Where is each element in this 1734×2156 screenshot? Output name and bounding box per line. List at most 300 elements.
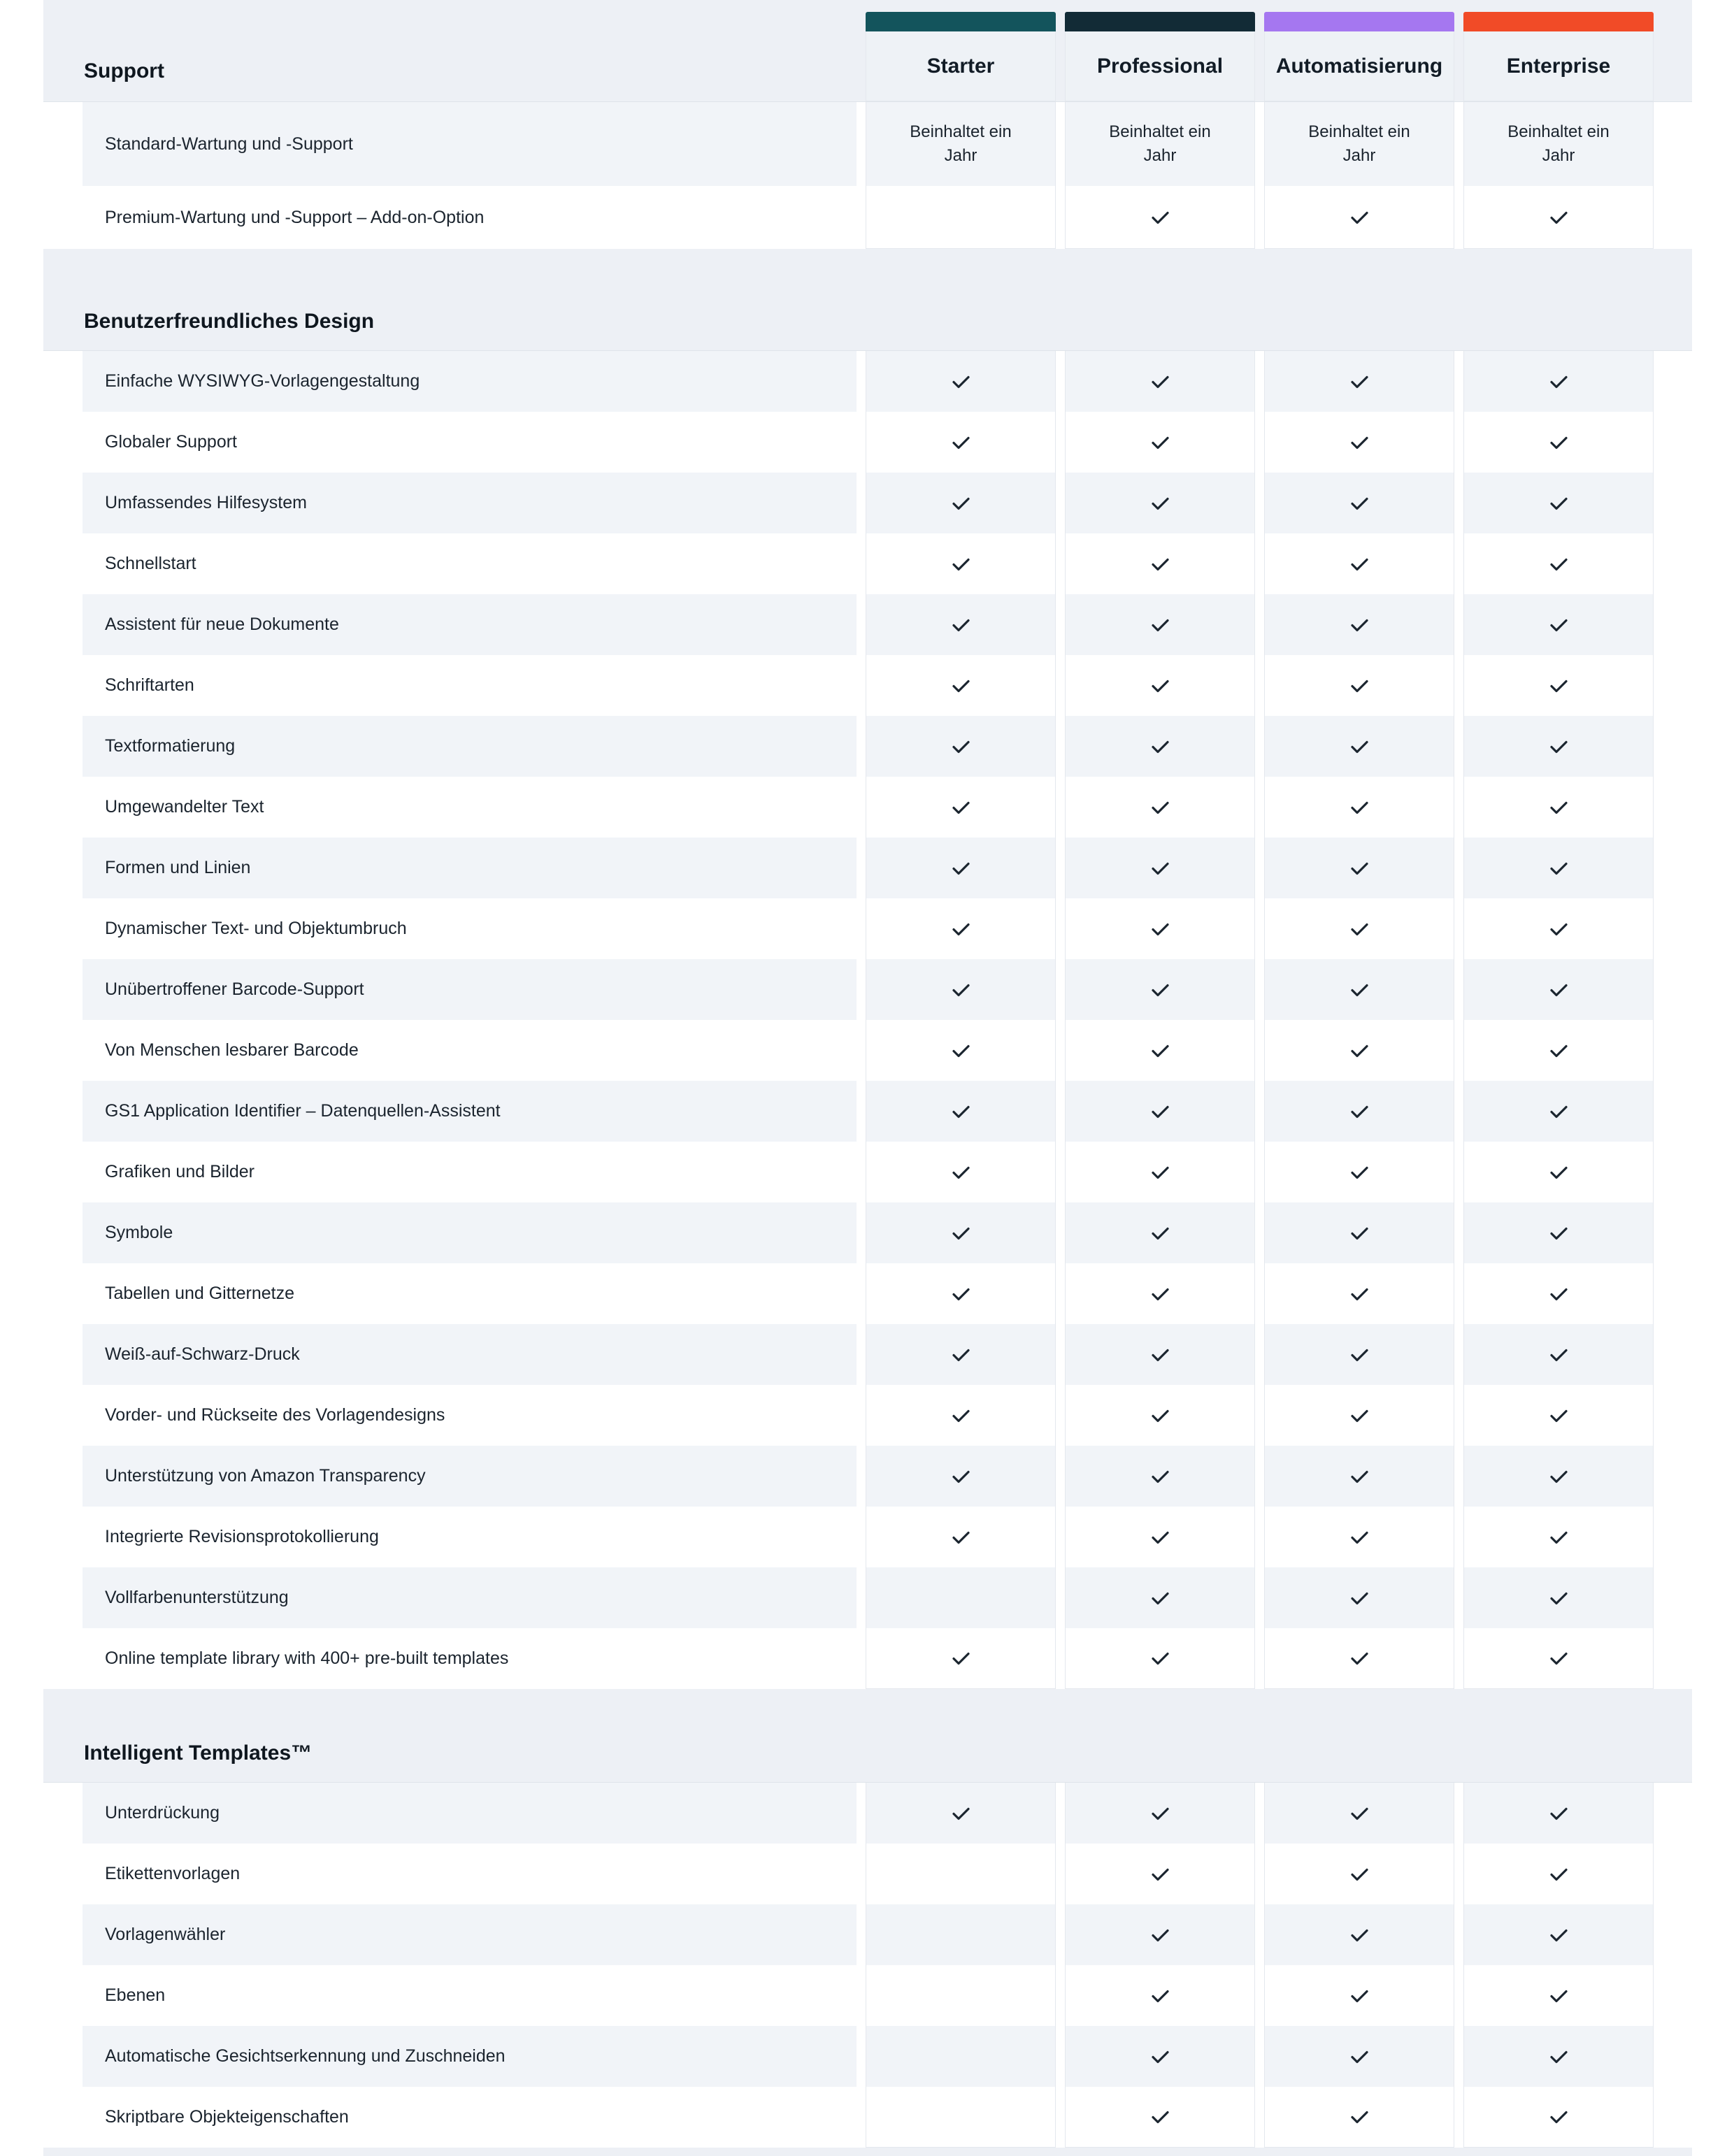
check-icon	[1548, 1927, 1570, 1943]
plan-cell-automatisierung	[1264, 2026, 1454, 2087]
plan-header-professional	[1065, 12, 1255, 101]
check-icon	[1149, 860, 1171, 877]
plan-cell-professional	[1065, 898, 1255, 959]
check-icon	[1548, 1468, 1570, 1485]
plan-cell-enterprise	[1463, 186, 1654, 249]
check-icon	[1149, 799, 1171, 816]
plan-cell-automatisierung	[1264, 2087, 1454, 2148]
plan-cell-automatisierung	[1264, 838, 1454, 898]
check-icon	[950, 617, 972, 633]
plan-cell-enterprise	[1463, 1385, 1654, 1446]
feature-row	[83, 1202, 1654, 1263]
plan-cell-automatisierung	[1264, 594, 1454, 655]
plan-cell-professional	[1065, 716, 1255, 777]
feature-row	[83, 1628, 1654, 1689]
feature-row	[83, 1844, 1654, 1904]
feature-label: Assistent für neue Dokumente	[83, 594, 857, 655]
check-icon	[1349, 1407, 1370, 1424]
plan-color-bar	[1264, 12, 1454, 31]
plan-cell-starter	[866, 1385, 1056, 1446]
plan-color-bar	[1065, 12, 1255, 31]
check-icon	[1349, 209, 1370, 226]
check-icon	[1349, 799, 1370, 816]
check-icon	[1548, 2108, 1570, 2125]
plan-cell-starter	[866, 1020, 1056, 1081]
check-icon	[1349, 1346, 1370, 1363]
check-icon	[1349, 617, 1370, 633]
check-icon	[1149, 209, 1171, 226]
feature-label: Formen und Linien	[83, 838, 857, 898]
plan-cell-starter	[866, 655, 1056, 716]
feature-row	[83, 716, 1654, 777]
plan-cell-automatisierung	[1264, 533, 1454, 594]
plan-cell-enterprise	[1463, 533, 1654, 594]
plan-cell-starter	[866, 1081, 1056, 1142]
check-icon	[950, 373, 972, 390]
check-icon	[950, 1164, 972, 1181]
check-icon	[1548, 1225, 1570, 1242]
check-icon	[1548, 209, 1570, 226]
check-icon	[950, 738, 972, 755]
feature-row	[83, 1507, 1654, 1567]
plan-cell-automatisierung	[1264, 1324, 1454, 1385]
check-icon	[950, 1286, 972, 1302]
check-icon	[1149, 1286, 1171, 1302]
check-icon	[1149, 1346, 1171, 1363]
check-icon	[1548, 617, 1570, 633]
plan-cell-professional	[1065, 1844, 1255, 1904]
plan-cell-professional	[1065, 412, 1255, 473]
plan-cell-automatisierung	[1264, 1202, 1454, 1263]
check-icon	[950, 495, 972, 512]
feature-label: Umfassendes Hilfesystem	[83, 473, 857, 533]
feature-row	[83, 1783, 1654, 1844]
check-icon	[1149, 1225, 1171, 1242]
check-icon	[1548, 1805, 1570, 1822]
check-icon	[1349, 1164, 1370, 1181]
plan-cell-professional	[1065, 351, 1255, 412]
check-icon	[1149, 1103, 1171, 1120]
plan-cell-professional	[1065, 1783, 1255, 1844]
plan-cell-professional	[1065, 2087, 1255, 2148]
check-icon	[950, 1529, 972, 1546]
plan-cell-starter	[866, 1263, 1056, 1324]
feature-row	[83, 351, 1654, 412]
plan-cell-professional	[1065, 2026, 1255, 2087]
included-text: Beinhaltet ein Jahr	[910, 122, 1012, 165]
check-icon	[1548, 495, 1570, 512]
feature-label: Etikettenvorlagen	[83, 1844, 857, 1904]
plan-name-label: Starter	[866, 31, 1056, 101]
plan-cell-starter	[866, 1202, 1056, 1263]
check-icon	[1149, 434, 1171, 451]
plan-cell-enterprise	[1463, 1567, 1654, 1628]
plan-cell-starter	[866, 898, 1056, 959]
check-icon	[1149, 982, 1171, 998]
check-icon	[1349, 921, 1370, 937]
feature-row	[83, 1965, 1654, 2026]
plan-cell-starter	[866, 2087, 1056, 2148]
plan-cell-enterprise	[1463, 1507, 1654, 1567]
section-title: Intelligent Templates™	[84, 1741, 313, 1765]
section-title: Benutzerfreundliches Design	[84, 310, 375, 333]
check-icon	[1548, 1286, 1570, 1302]
plan-cell-professional	[1065, 1324, 1255, 1385]
plan-cell-enterprise	[1463, 1904, 1654, 1965]
plan-cell-automatisierung	[1264, 1081, 1454, 1142]
check-icon	[1149, 1529, 1171, 1546]
feature-row	[83, 959, 1654, 1020]
plan-header-automatisierung	[1264, 12, 1454, 101]
check-icon	[950, 1407, 972, 1424]
plan-cell-professional	[1065, 473, 1255, 533]
feature-row	[83, 2087, 1654, 2148]
plan-cell-starter	[866, 716, 1056, 777]
feature-label: Schnellstart	[83, 533, 857, 594]
check-icon	[950, 1650, 972, 1667]
check-icon	[1548, 1529, 1570, 1546]
plan-cell-professional	[1065, 1904, 1255, 1965]
plan-cell-professional	[1065, 1446, 1255, 1507]
check-icon	[1349, 373, 1370, 390]
plan-cell-starter	[866, 533, 1056, 594]
check-icon	[1149, 617, 1171, 633]
check-icon	[1349, 1286, 1370, 1302]
section-title: Support	[84, 59, 164, 82]
feature-label: Integrierte Revisionsprotokollierung	[83, 1507, 857, 1567]
included-text: Beinhaltet ein Jahr	[1109, 122, 1211, 165]
plan-cell-automatisierung	[1264, 473, 1454, 533]
check-icon	[1548, 2048, 1570, 2065]
plan-cell-starter	[866, 1628, 1056, 1689]
check-icon	[950, 1103, 972, 1120]
plan-cell-professional	[1065, 1567, 1255, 1628]
plan-cell-automatisierung	[1264, 777, 1454, 838]
included-text: Beinhaltet ein Jahr	[1507, 122, 1610, 165]
plan-cell-automatisierung	[1264, 898, 1454, 959]
feature-label: Vorder- und Rückseite des Vorlagendesigns	[83, 1385, 857, 1446]
plan-cell-starter	[866, 102, 1056, 186]
check-icon	[1349, 434, 1370, 451]
plan-cell-professional	[1065, 1081, 1255, 1142]
feature-label: Dynamischer Text- und Objektumbruch	[83, 898, 857, 959]
plan-cell-enterprise	[1463, 473, 1654, 533]
plan-cell-enterprise	[1463, 412, 1654, 473]
check-icon	[1548, 677, 1570, 694]
check-icon	[950, 556, 972, 573]
plan-cell-starter	[866, 1844, 1056, 1904]
check-icon	[1349, 1590, 1370, 1607]
check-icon	[1349, 1103, 1370, 1120]
plan-cell-automatisierung	[1264, 186, 1454, 249]
plan-cell-enterprise	[1463, 1844, 1654, 1904]
plan-cell-enterprise	[1463, 1446, 1654, 1507]
check-icon	[1548, 1988, 1570, 2004]
check-icon	[1349, 495, 1370, 512]
plan-color-bar	[866, 12, 1056, 31]
feature-row	[83, 1081, 1654, 1142]
check-icon	[1349, 1988, 1370, 2004]
check-icon	[950, 1468, 972, 1485]
plan-cell-enterprise	[1463, 1202, 1654, 1263]
comparison-table	[43, 0, 1692, 2156]
plan-cell-starter	[866, 412, 1056, 473]
plan-name-label: Enterprise	[1463, 31, 1654, 101]
check-icon	[1149, 1468, 1171, 1485]
check-icon	[1548, 1346, 1570, 1363]
feature-label: GS1 Application Identifier – Datenquellen-Assistent	[83, 1081, 857, 1142]
check-icon	[1548, 1407, 1570, 1424]
check-icon	[1349, 1225, 1370, 1242]
plan-cell-automatisierung	[1264, 1567, 1454, 1628]
feature-label: Unterdrückung	[83, 1783, 857, 1844]
plan-cell-enterprise	[1463, 716, 1654, 777]
check-icon	[950, 1346, 972, 1363]
check-icon	[1149, 1866, 1171, 1883]
check-icon	[1349, 1650, 1370, 1667]
plan-cell-starter	[866, 594, 1056, 655]
check-icon	[1349, 860, 1370, 877]
plan-cell-professional	[1065, 777, 1255, 838]
feature-row	[83, 2026, 1654, 2087]
plan-cell-starter	[866, 351, 1056, 412]
plan-cell-enterprise	[1463, 102, 1654, 186]
check-icon	[1149, 1164, 1171, 1181]
plan-cell-starter	[866, 1507, 1056, 1567]
check-icon	[1149, 1988, 1171, 2004]
plan-cell-automatisierung	[1264, 1628, 1454, 1689]
plan-cell-automatisierung	[1264, 1142, 1454, 1202]
check-icon	[1548, 1590, 1570, 1607]
check-icon	[1149, 738, 1171, 755]
check-icon	[950, 982, 972, 998]
plan-header-starter	[866, 12, 1056, 101]
check-icon	[1349, 1042, 1370, 1059]
check-icon	[1349, 556, 1370, 573]
feature-label: Weiß-auf-Schwarz-Druck	[83, 1324, 857, 1385]
section-rows	[43, 1782, 1692, 2148]
plan-cell-enterprise	[1463, 1965, 1654, 2026]
check-icon	[1149, 1042, 1171, 1059]
feature-label: Premium-Wartung und -Support – Add-on-Option	[83, 186, 857, 249]
check-icon	[1548, 1650, 1570, 1667]
plan-cell-starter	[866, 1567, 1056, 1628]
feature-row	[83, 1446, 1654, 1507]
check-icon	[1149, 373, 1171, 390]
plan-cell-automatisierung	[1264, 412, 1454, 473]
feature-row	[83, 1142, 1654, 1202]
plan-cell-starter	[866, 1142, 1056, 1202]
feature-label: Einfache WYSIWYG-Vorlagengestaltung	[83, 351, 857, 412]
check-icon	[1149, 1590, 1171, 1607]
plan-cell-starter	[866, 838, 1056, 898]
plan-name-label: Automatisierung	[1264, 31, 1454, 101]
check-icon	[1149, 2048, 1171, 2065]
feature-row	[83, 594, 1654, 655]
check-icon	[1548, 1164, 1570, 1181]
feature-label: Symbole	[83, 1202, 857, 1263]
check-icon	[950, 860, 972, 877]
plan-cell-automatisierung	[1264, 1965, 1454, 2026]
check-icon	[1149, 1805, 1171, 1822]
plan-cell-enterprise	[1463, 2087, 1654, 2148]
plan-cell-automatisierung	[1264, 351, 1454, 412]
check-icon	[1349, 2048, 1370, 2065]
plan-cell-automatisierung	[1264, 1385, 1454, 1446]
feature-label: Grafiken und Bilder	[83, 1142, 857, 1202]
plan-cell-professional	[1065, 1142, 1255, 1202]
plan-cell-starter	[866, 186, 1056, 249]
feature-label: Vollfarbenunterstützung	[83, 1567, 857, 1628]
feature-row	[83, 1263, 1654, 1324]
feature-row	[83, 1567, 1654, 1628]
check-icon	[1548, 373, 1570, 390]
check-icon	[950, 1225, 972, 1242]
check-icon	[1149, 677, 1171, 694]
plan-cell-professional	[1065, 186, 1255, 249]
feature-label: Vorlagenwähler	[83, 1904, 857, 1965]
plan-cell-starter	[866, 1783, 1056, 1844]
plan-cell-starter	[866, 777, 1056, 838]
feature-row	[83, 412, 1654, 473]
check-icon	[1349, 1927, 1370, 1943]
feature-row	[83, 1904, 1654, 1965]
plan-cell-starter	[866, 473, 1056, 533]
plan-name-label: Professional	[1065, 31, 1255, 101]
plan-cell-professional	[1065, 838, 1255, 898]
feature-label: Textformatierung	[83, 716, 857, 777]
check-icon	[1548, 860, 1570, 877]
feature-label: Online template library with 400+ pre-built templates	[83, 1628, 857, 1689]
plan-cell-professional	[1065, 1202, 1255, 1263]
check-icon	[1548, 738, 1570, 755]
plan-cell-automatisierung	[1264, 1020, 1454, 1081]
plan-cell-automatisierung	[1264, 1263, 1454, 1324]
check-icon	[1149, 1407, 1171, 1424]
plan-cell-enterprise	[1463, 1020, 1654, 1081]
check-icon	[950, 1042, 972, 1059]
plan-cell-professional	[1065, 594, 1255, 655]
check-icon	[1149, 921, 1171, 937]
check-icon	[1349, 982, 1370, 998]
check-icon	[1548, 982, 1570, 998]
check-icon	[1149, 1650, 1171, 1667]
check-icon	[1149, 2108, 1171, 2125]
feature-row	[83, 655, 1654, 716]
plan-cell-enterprise	[1463, 1783, 1654, 1844]
plan-cell-enterprise	[1463, 594, 1654, 655]
feature-label: Skriptbare Objekteigenschaften	[83, 2087, 857, 2148]
section-rows	[43, 101, 1692, 249]
feature-label: Globaler Support	[83, 412, 857, 473]
check-icon	[950, 434, 972, 451]
feature-label: Ebenen	[83, 1965, 857, 2026]
feature-label: Unterstützung von Amazon Transparency	[83, 1446, 857, 1507]
plan-cell-automatisierung	[1264, 1783, 1454, 1844]
plan-cell-starter	[866, 959, 1056, 1020]
feature-row	[83, 898, 1654, 959]
plan-cell-enterprise	[1463, 777, 1654, 838]
check-icon	[1548, 1103, 1570, 1120]
check-icon	[1349, 738, 1370, 755]
feature-row	[83, 533, 1654, 594]
check-icon	[1548, 434, 1570, 451]
plan-cell-automatisierung	[1264, 102, 1454, 186]
plan-cell-enterprise	[1463, 959, 1654, 1020]
plan-cell-professional	[1065, 1628, 1255, 1689]
check-icon	[1149, 556, 1171, 573]
plan-cell-enterprise	[1463, 351, 1654, 412]
plan-cell-starter	[866, 1904, 1056, 1965]
check-icon	[950, 799, 972, 816]
check-icon	[1349, 677, 1370, 694]
plan-cell-enterprise	[1463, 2026, 1654, 2087]
check-icon	[1349, 1468, 1370, 1485]
plan-cell-starter	[866, 2026, 1056, 2087]
feature-label: Von Menschen lesbarer Barcode	[83, 1020, 857, 1081]
feature-label: Automatische Gesichtserkennung und Zuschneiden	[83, 2026, 857, 2087]
check-icon	[950, 1805, 972, 1822]
check-icon	[1149, 495, 1171, 512]
check-icon	[1349, 1529, 1370, 1546]
feature-label: Umgewandelter Text	[83, 777, 857, 838]
check-icon	[1548, 1866, 1570, 1883]
plan-cell-starter	[866, 1965, 1056, 2026]
plan-cell-professional	[1065, 102, 1255, 186]
plan-cell-starter	[866, 1324, 1056, 1385]
section-rows	[43, 350, 1692, 1689]
check-icon	[1349, 1805, 1370, 1822]
plan-cell-automatisierung	[1264, 959, 1454, 1020]
check-icon	[1548, 921, 1570, 937]
feature-row	[83, 838, 1654, 898]
plan-cell-automatisierung	[1264, 1904, 1454, 1965]
plan-cell-professional	[1065, 1965, 1255, 2026]
plan-cell-professional	[1065, 1507, 1255, 1567]
plan-cell-automatisierung	[1264, 655, 1454, 716]
check-icon	[1349, 2108, 1370, 2125]
feature-label: Schriftarten	[83, 655, 857, 716]
feature-row	[83, 186, 1654, 249]
check-icon	[950, 677, 972, 694]
plan-cell-professional	[1065, 1020, 1255, 1081]
feature-row	[83, 1020, 1654, 1081]
table-body	[43, 101, 1692, 2148]
feature-label: Tabellen und Gitternetze	[83, 1263, 857, 1324]
plan-cell-professional	[1065, 1263, 1255, 1324]
feature-label: Standard-Wartung und -Support	[83, 102, 857, 186]
plan-cell-enterprise	[1463, 1628, 1654, 1689]
plan-cell-starter	[866, 1446, 1056, 1507]
check-icon	[1349, 1866, 1370, 1883]
feature-row	[83, 777, 1654, 838]
feature-row	[83, 1324, 1654, 1385]
plan-cell-professional	[1065, 1385, 1255, 1446]
plan-cell-automatisierung	[1264, 1844, 1454, 1904]
plan-cell-professional	[1065, 959, 1255, 1020]
plan-cell-enterprise	[1463, 1081, 1654, 1142]
plan-header-enterprise	[1463, 12, 1654, 101]
feature-row	[83, 102, 1654, 186]
check-icon	[1548, 1042, 1570, 1059]
plan-cell-enterprise	[1463, 898, 1654, 959]
table-header	[83, 12, 1654, 101]
feature-row	[83, 1385, 1654, 1446]
plan-cell-enterprise	[1463, 1142, 1654, 1202]
plan-cell-enterprise	[1463, 838, 1654, 898]
plan-cell-professional	[1065, 533, 1255, 594]
plan-cell-enterprise	[1463, 1324, 1654, 1385]
